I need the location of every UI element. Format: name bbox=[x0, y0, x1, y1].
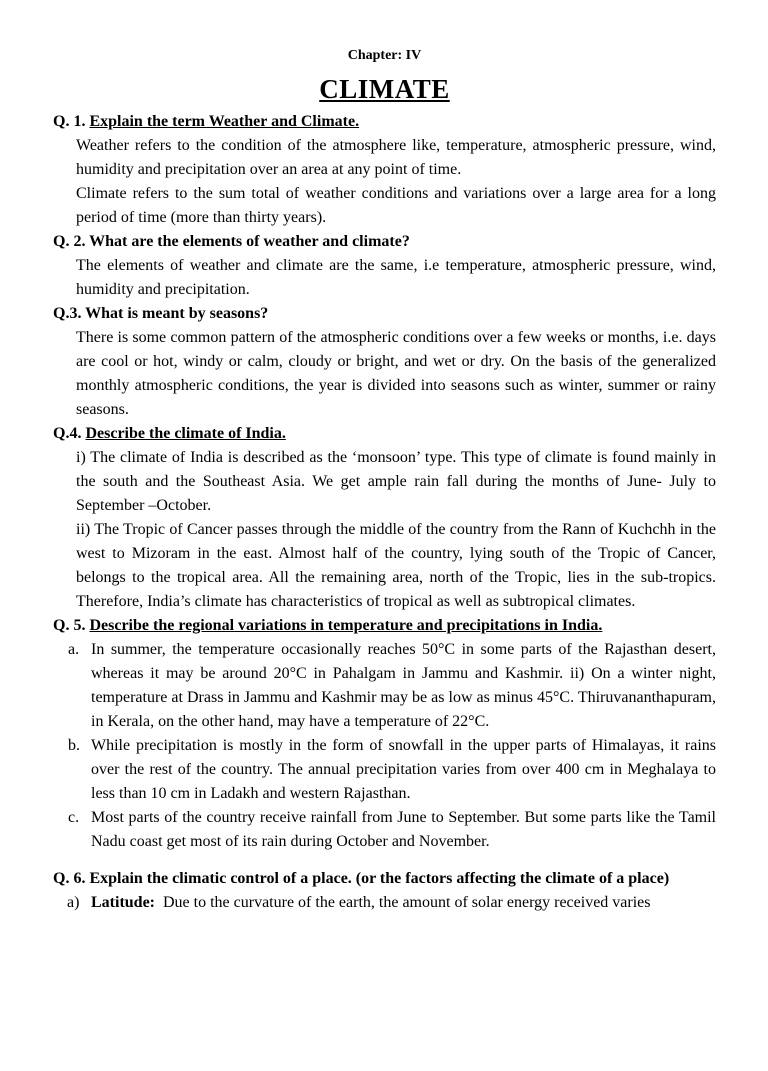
list-item-text: Due to the curvature of the earth, the amount of solar energy received varies bbox=[163, 894, 651, 911]
list-marker: a) bbox=[67, 894, 80, 911]
question-1-number: Q. 1. bbox=[53, 113, 86, 130]
question-4 bbox=[53, 422, 716, 446]
answer-3: There is some common pattern of the atmospheric conditions over a few weeks or months, i.e. days are cool or hot, windy or calm, cloudy or bright, and wet or dry. On the basis of the generalized monthly atmospheric conditions, the year is divided into seasons such as winter, summer or rainy seasons. bbox=[76, 329, 716, 418]
question-3: Q.3. What is meant by seasons? bbox=[53, 305, 269, 322]
question-4-title: Describe the climate of India. bbox=[85, 425, 286, 442]
answer-5-item-a bbox=[53, 638, 716, 734]
answer-1-weather: Weather refers to the condition of the atmosphere like, temperature, atmospheric pressure, wind, humidity and precipitation over an area at any point of time. bbox=[76, 137, 716, 178]
answer-1-climate: Climate refers to the sum total of weather conditions and variations over a large area for a long period of time (more than thirty years). bbox=[76, 185, 716, 226]
question-2: Q. 2. What are the elements of weather and climate? bbox=[53, 233, 410, 250]
list-marker: b. bbox=[68, 737, 80, 754]
list-item-text: In summer, the temperature occasionally reaches 50°C in some parts of the Rajasthan desert, whereas it may be around 20°C in Pahalgam in Jammu and Kashmir. ii) On a winter night, temperature at Drass in Jammu and Kashmir may be as low as minus 45°C. Thiruvananthapuram, in Kerala, on the other hand, may have a temperature of 22°C. bbox=[91, 641, 716, 730]
list-marker: c. bbox=[68, 809, 80, 826]
question-6: Q. 6. Explain the climatic control of a place. (or the factors affecting the climate of a place) bbox=[53, 870, 670, 887]
question-1 bbox=[53, 110, 716, 134]
page-title: CLIMATE bbox=[319, 74, 450, 104]
answer-2: The elements of weather and climate are the same, i.e temperature, atmospheric pressure, wind, humidity and precipitation. bbox=[76, 257, 716, 298]
list-item-text: Most parts of the country receive rainfall from June to September. But some parts like the Tamil Nadu coast get most of its rain during October and November. bbox=[91, 809, 716, 850]
question-4-number: Q.4. bbox=[53, 425, 82, 442]
answer-4-part-1: i) The climate of India is described as the ‘monsoon’ type. This type of climate is found mainly in the south and the Southeast Asia. We get ample rain fall during the months of June- July to September –October. bbox=[76, 449, 716, 514]
answer-4-part-2: ii) The Tropic of Cancer passes through the middle of the country from the Rann of Kuchchh in the west to Mizoram in the east. Almost half of the country, lying south of the Tropic of Cancer, belongs to the tropical area. All the remaining area, north of the Tropic, lies in the sub-tropics. Therefore, India’s climate has characteristics of tropical as well as subtropical climates. bbox=[76, 521, 716, 610]
question-5 bbox=[53, 614, 716, 638]
question-1-title: Explain the term Weather and Climate. bbox=[89, 113, 360, 130]
list-item-text: While precipitation is mostly in the form of snowfall in the upper parts of Himalayas, it rains over the rest of the country. The annual precipitation varies from over 400 cm in Meghalaya to less than 10 cm in Ladakh and western Rajasthan. bbox=[91, 737, 716, 802]
answer-5-item-b bbox=[53, 734, 716, 806]
term-latitude: Latitude: bbox=[91, 894, 155, 911]
answer-6-item-a bbox=[53, 891, 716, 915]
chapter-heading: Chapter: IV bbox=[347, 48, 422, 63]
question-5-title: Describe the regional variations in temperature and precipitations in India. bbox=[89, 617, 603, 634]
answer-5-item-c bbox=[53, 806, 716, 854]
question-5-number: Q. 5. bbox=[53, 617, 86, 634]
section-gap bbox=[53, 854, 716, 867]
list-marker: a. bbox=[68, 641, 80, 658]
document-page bbox=[0, 47, 768, 1071]
